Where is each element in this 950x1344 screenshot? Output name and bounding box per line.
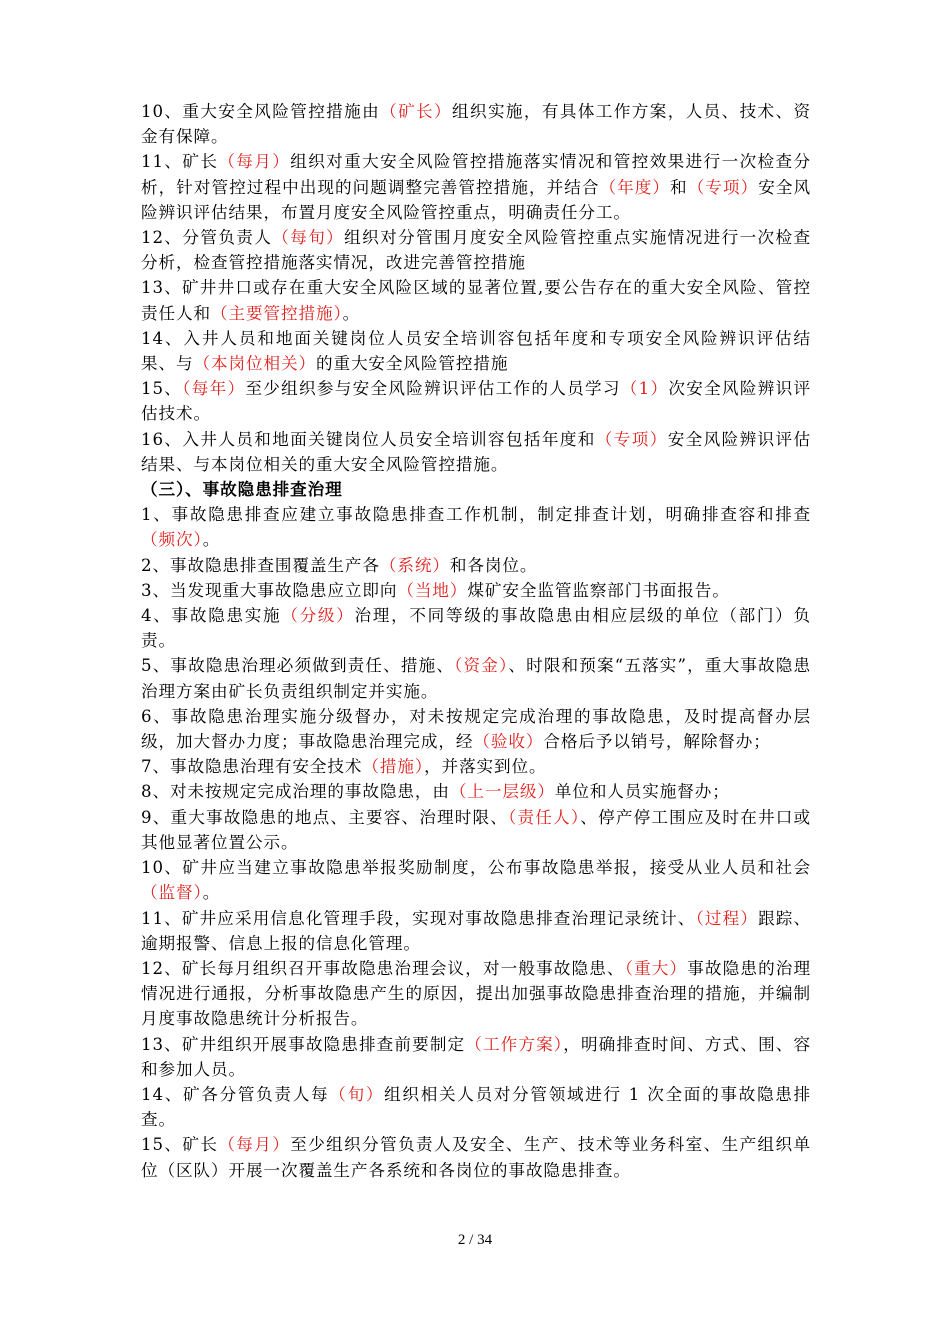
answer-highlight: （每月）	[218, 152, 291, 172]
text-run: 15、矿长	[141, 1135, 219, 1155]
paragraph	[141, 906, 811, 956]
answer-highlight: （年度）	[599, 177, 671, 197]
paragraph	[141, 704, 811, 754]
paragraph	[141, 99, 811, 149]
paragraph	[141, 653, 811, 703]
answer-highlight: （矿长）	[380, 102, 452, 121]
text-run: 6、事故隐患治理实施分级督办，对未按规定完成治理的事故隐患，及时提高督办层级，加大督办力度；事故隐患治理完成，经	[141, 706, 811, 752]
answer-highlight: （旬）	[329, 1084, 385, 1104]
text-run: 、时限和预案“五落实”，重大事故隐患治理方案由矿长负责组织制定并实施。	[141, 656, 812, 701]
text-run: 至少组织分管负责人及安全、生产、技术等业务科室、生产组织单位（区队）开展一次覆盖生产各系统和各岗位的事故隐患排查。	[141, 1135, 811, 1180]
answer-highlight: （当地）	[397, 580, 468, 600]
text-run: 14、矿各分管负责人每	[141, 1084, 330, 1104]
text-run: 12、矿长每月组织召开事故隐患治理会议，对一般事故隐患、	[141, 958, 625, 978]
text-run: 15、	[141, 379, 183, 399]
answer-highlight: （上一层级）	[449, 782, 555, 802]
paragraph	[141, 427, 811, 477]
paragraph	[141, 225, 811, 275]
paragraph	[141, 956, 811, 1032]
text-run: 2、事故隐患排查围覆盖生产各	[141, 555, 380, 575]
text-run: 次安全风险辨识评估技术。	[141, 379, 811, 424]
text-run: 组织相关人员对分管领域进行 1 次全面的事故隐患排查。	[141, 1084, 812, 1130]
text-run: 4、事故隐患实施	[141, 606, 282, 626]
answer-highlight: （每年）	[182, 379, 246, 399]
page-number: 2 / 34	[457, 1232, 493, 1248]
text-run: 5、事故隐患治理必须做到责任、措施、	[141, 656, 455, 676]
text-run: 11、矿井应采用信息化管理手段，实现对事故隐患排查治理记录统计、	[141, 908, 696, 928]
text-run: ，明确排查时间、方式、围、容和参加人员。	[141, 1034, 811, 1079]
text-run: 14、入井人员和地面关键岗位人员安全培训容包括年度和专项安全风险辨识评估结果、与	[141, 328, 811, 374]
paragraph	[141, 603, 811, 653]
text-run: 。	[202, 883, 221, 903]
text-run: 事故隐患的治理情况进行通报，分析事故隐患产生的原因，提出加强事故隐患排查治理的措施，并编制月度事故隐患统计分析报告。	[141, 958, 811, 1029]
text-run: 单位和人员实施督办；	[554, 782, 730, 802]
answer-highlight: （1）	[620, 379, 669, 399]
text-run: 跟踪、逾期报警、信息上报的信息化管理。	[141, 908, 811, 953]
text-run: 11、矿长	[141, 152, 219, 172]
paragraph	[141, 578, 811, 603]
text-run: 、停产停工围应及时在井口或其他显著位置公示。	[141, 807, 811, 852]
section-heading	[141, 477, 811, 502]
paragraph	[141, 275, 811, 325]
answer-highlight: （本岗位相关）	[193, 354, 316, 374]
answer-highlight: （专项）	[687, 177, 759, 197]
text-run: 组织实施，有具体工作方案，人员、技术、资金有保障。	[141, 102, 812, 147]
paragraph	[141, 1082, 811, 1132]
text-run: 。	[202, 530, 221, 550]
answer-highlight: （系统）	[379, 555, 450, 575]
answer-highlight: （主要管控措施）	[210, 303, 343, 323]
text-run: 和各岗位。	[449, 555, 538, 575]
answer-highlight: （过程）	[695, 908, 759, 928]
text-run: 至少组织参与安全风险辨识评估工作的人员学习	[245, 379, 621, 399]
text-run: 1、事故隐患排查应建立事故隐患排查工作机制，制定排查计划，明确排查容和排查	[141, 505, 811, 525]
text-run: 和	[670, 177, 688, 197]
text-run: 13、矿井井口或存在重大安全风险区域的显著位置,要公告存在的重大安全风险、管控责任人和	[141, 278, 811, 323]
text-run: 组织对重大安全风险管控措施落实情况和管控效果进行一次检查分析，针对管控过程中出现的问题调整完善管控措施，并结合	[141, 152, 811, 197]
paragraph	[141, 805, 811, 855]
answer-highlight: （每月）	[218, 1135, 291, 1155]
paragraph	[141, 779, 811, 804]
answer-highlight: （监督）	[141, 883, 203, 903]
text-run: 。	[342, 303, 361, 323]
paragraph	[141, 1032, 811, 1082]
paragraph	[141, 326, 811, 376]
text-run: 3、当发现重大事故隐患应立即向	[141, 580, 398, 600]
text-run: 10、矿井应当建立事故隐患举报奖励制度，公布事故隐患举报，接受从业人员和社会	[141, 858, 811, 878]
text-run: 16、入井人员和地面关键岗位人员安全培训容包括年度和	[141, 429, 596, 449]
paragraph	[141, 553, 811, 578]
text-run: 煤矿安全监管监察部门书面报告。	[467, 580, 730, 600]
paragraph	[141, 149, 811, 225]
answer-highlight: （分级）	[281, 606, 355, 626]
text-run: 的重大安全风险管控措施	[315, 354, 509, 374]
paragraph	[141, 1132, 811, 1182]
text-run: 安全风险辨识评估结果，布置月度安全风险管控重点，明确责任分工。	[141, 177, 811, 222]
answer-highlight: （专项）	[595, 429, 668, 449]
text-run: （三）、事故隐患排查治理	[141, 480, 343, 500]
answer-highlight: （责任人）	[508, 807, 581, 827]
paragraph	[141, 502, 811, 552]
answer-highlight: （验收）	[473, 732, 544, 752]
text-run: 10、重大安全风险管控措施由	[141, 102, 381, 121]
paragraph	[141, 754, 811, 779]
text-run: 9、重大事故隐患的地点、主要容、治理时限、	[141, 807, 509, 827]
answer-highlight: （重大）	[624, 958, 688, 978]
document-body	[141, 99, 811, 1183]
text-run: 13、矿井组织开展事故隐患排查前要制定	[141, 1034, 466, 1054]
answer-highlight: （频次）	[141, 530, 203, 550]
text-run: 合格后予以销号，解除督办；	[543, 732, 771, 752]
text-run: 治理，不同等级的事故隐患由相应层级的单位（部门）负责。	[141, 606, 811, 651]
text-run: ，并落实到位。	[424, 757, 547, 777]
text-run: 12、分管负责人	[141, 228, 273, 248]
answer-highlight: （措施）	[362, 757, 425, 777]
answer-highlight: （工作方案）	[465, 1034, 564, 1054]
text-run: 7、事故隐患治理有安全技术	[141, 757, 363, 777]
answer-highlight: （资金）	[454, 656, 509, 676]
text-run: 8、对未按规定完成治理的事故隐患，由	[141, 782, 450, 802]
answer-highlight: （每旬）	[272, 228, 345, 248]
text-run: 组织对分管围月度安全风险管控重点实施情况进行一次检查分析，检查管控措施落实情况，改进完善管控措施	[141, 228, 811, 273]
paragraph	[141, 855, 811, 905]
text-run: 安全风险辨识评估结果、与本岗位相关的重大安全风险管控措施。	[141, 429, 812, 474]
paragraph	[141, 376, 811, 426]
